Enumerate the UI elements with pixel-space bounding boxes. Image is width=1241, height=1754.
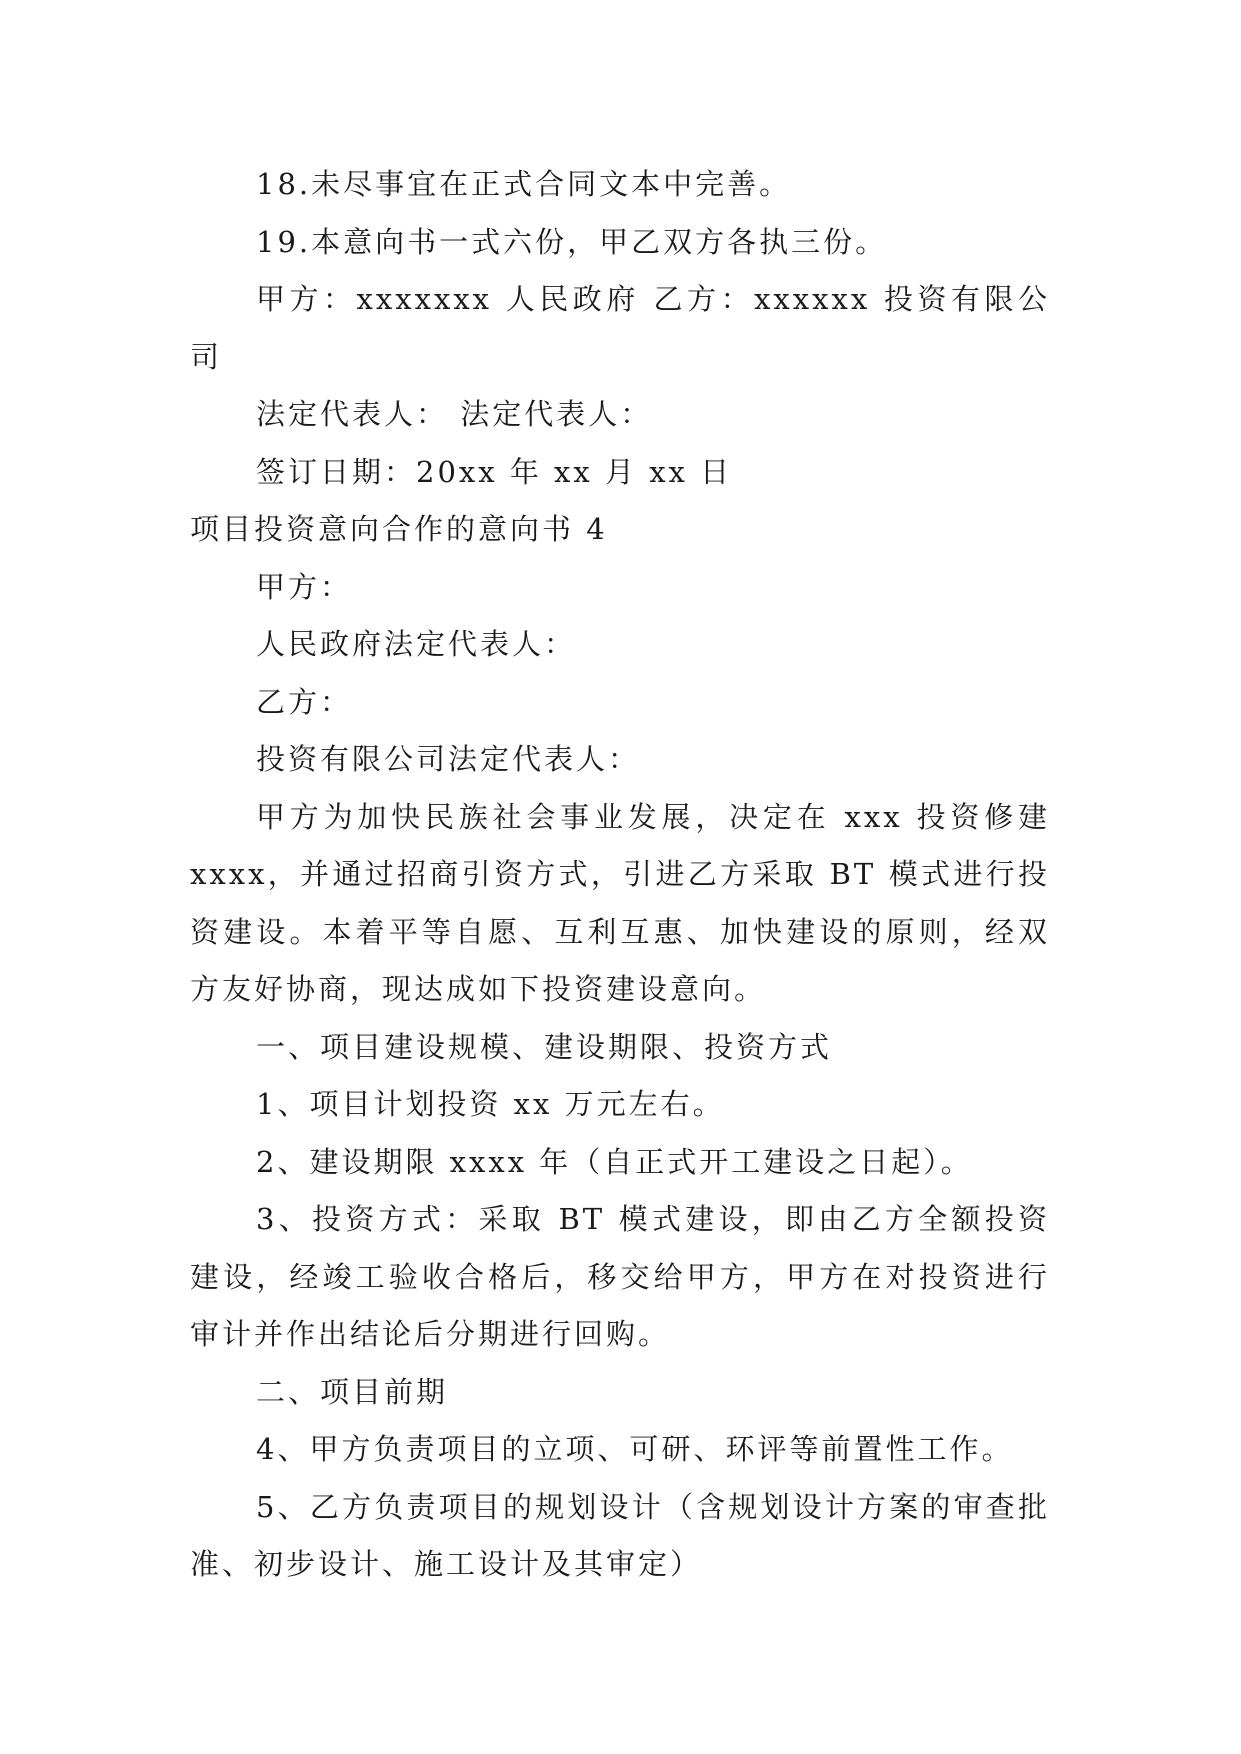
party-b-representative: 投资有限公司法定代表人：	[256, 742, 641, 776]
section-heading-two: 二、项目前期	[256, 1374, 449, 1409]
party-b-label: 乙方：	[256, 684, 353, 719]
party-a-label: 甲方：	[256, 569, 353, 604]
party-a-representative: 人民政府法定代表人：	[256, 627, 577, 661]
legal-representatives-line: 法定代表人： 法定代表人：	[256, 397, 653, 431]
section-heading-one: 一、项目建设规模、建设期限、投资方式	[256, 1029, 833, 1064]
clause-2: 2、建设期限 xxxx 年（自正式开工建设之日起）。	[256, 1144, 973, 1179]
signature-parties-line: 甲方：xxxxxxx 人民政府 乙方：xxxxxx 投资有限公司	[190, 282, 1050, 374]
section-title: 项目投资意向合作的意向书 4	[190, 512, 608, 546]
clause-4: 4、甲方负责项目的立项、可研、环评等前置性工作。	[256, 1432, 1014, 1466]
clause-1: 1、项目计划投资 xx 万元左右。	[256, 1087, 725, 1121]
document-body	[190, 156, 1050, 1594]
clause-3: 3、投资方式：采取 BT 模式建设，即由乙方全额投资建设，经竣工验收合格后，移交给甲方，甲方在对投资进行审计并作出结论后分期进行回购。	[190, 1202, 1050, 1351]
paragraph-item-19: 19.本意向书一式六份，甲乙双方各执三份。	[256, 224, 888, 259]
clause-5: 5、乙方负责项目的规划设计（含规划设计方案的审查批准、初步设计、施工设计及其审定）	[190, 1489, 1050, 1581]
intro-paragraph: 甲方为加快民族社会事业发展，决定在 xxx 投资修建 xxxx，并通过招商引资方式，引进乙方采取 BT 模式进行投资建设。本着平等自愿、互利互惠、加快建设的原则，经双方友好协商，现达成如下投资建设意向。	[190, 799, 1050, 1006]
paragraph-item-18: 18.未尽事宜在正式合同文本中完善。	[256, 167, 792, 201]
signing-date-line: 签订日期：20xx 年 xx 月 xx 日	[256, 454, 733, 489]
